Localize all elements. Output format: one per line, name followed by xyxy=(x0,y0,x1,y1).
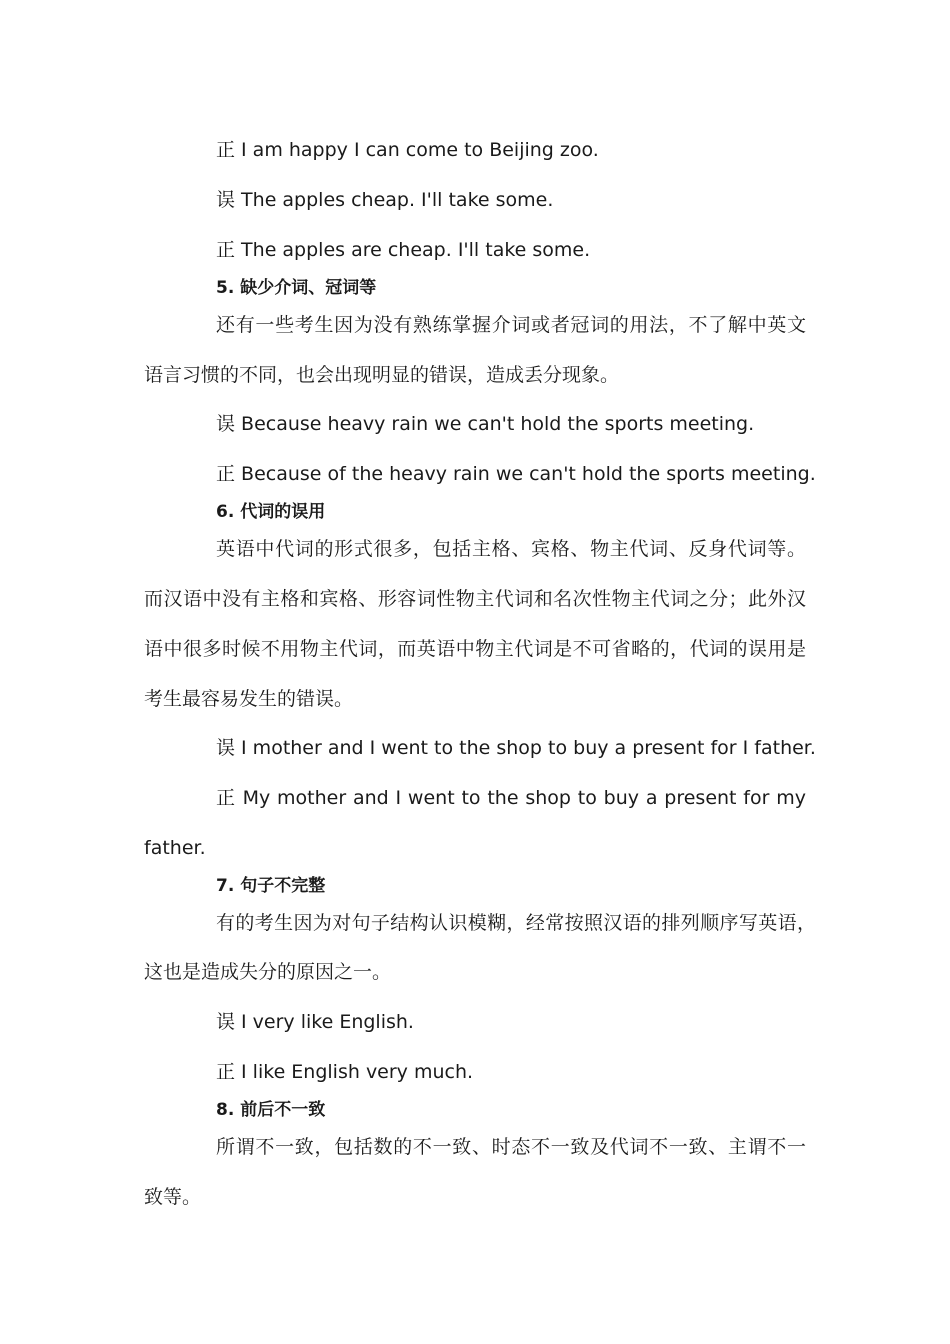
example-wrong-2: 误 The apples cheap. I'll take some. xyxy=(216,189,554,211)
paragraph-line: 这也是造成失分的原因之一。 xyxy=(144,961,392,983)
section-heading-5: 5. 缺少介词、冠词等 xyxy=(216,278,377,298)
paragraph-line: 还有一些考生因为没有熟练掌握介词或者冠词的用法，不了解中英文 xyxy=(216,314,806,336)
paragraph-line: 考生最容易发生的错误。 xyxy=(144,688,354,710)
example-correct-1: 正 I am happy I can come to Beijing zoo. xyxy=(216,139,599,161)
section-heading-6: 6. 代词的误用 xyxy=(216,502,326,522)
example-correct-4: 正 My mother and I went to the shop to buy a present for my xyxy=(216,787,806,809)
paragraph-line: 语中很多时候不用物主代词，而英语中物主代词是不可省略的，代词的误用是 xyxy=(144,638,806,660)
paragraph-line: 英语中代词的形式很多，包括主格、宾格、物主代词、反身代词等。 xyxy=(216,538,806,560)
example-correct-3: 正 Because of the heavy rain we can't hold the sports meeting. xyxy=(216,463,816,485)
paragraph-line: 有的考生因为对句子结构认识模糊，经常按照汉语的排列顺序写英语， xyxy=(216,912,816,934)
paragraph-line: 致等。 xyxy=(144,1186,202,1208)
example-correct-4-continued: father. xyxy=(144,837,206,859)
example-correct-5: 正 I like English very much. xyxy=(216,1061,474,1083)
example-wrong-5: 误 I very like English. xyxy=(216,1011,414,1033)
example-wrong-3: 误 Because heavy rain we can't hold the sports meeting. xyxy=(216,413,755,435)
paragraph-line: 语言习惯的不同，也会出现明显的错误，造成丢分现象。 xyxy=(144,364,620,386)
example-wrong-4: 误 I mother and I went to the shop to buy a present for I father. xyxy=(216,737,816,759)
paragraph-line: 所谓不一致，包括数的不一致、时态不一致及代词不一致、主谓不一 xyxy=(216,1136,806,1158)
section-heading-8: 8. 前后不一致 xyxy=(216,1100,326,1120)
paragraph-line: 而汉语中没有主格和宾格、形容词性物主代词和名次性物主代词之分；此外汉 xyxy=(144,588,806,610)
example-correct-2: 正 The apples are cheap. I'll take some. xyxy=(216,239,591,261)
section-heading-7: 7. 句子不完整 xyxy=(216,876,326,896)
